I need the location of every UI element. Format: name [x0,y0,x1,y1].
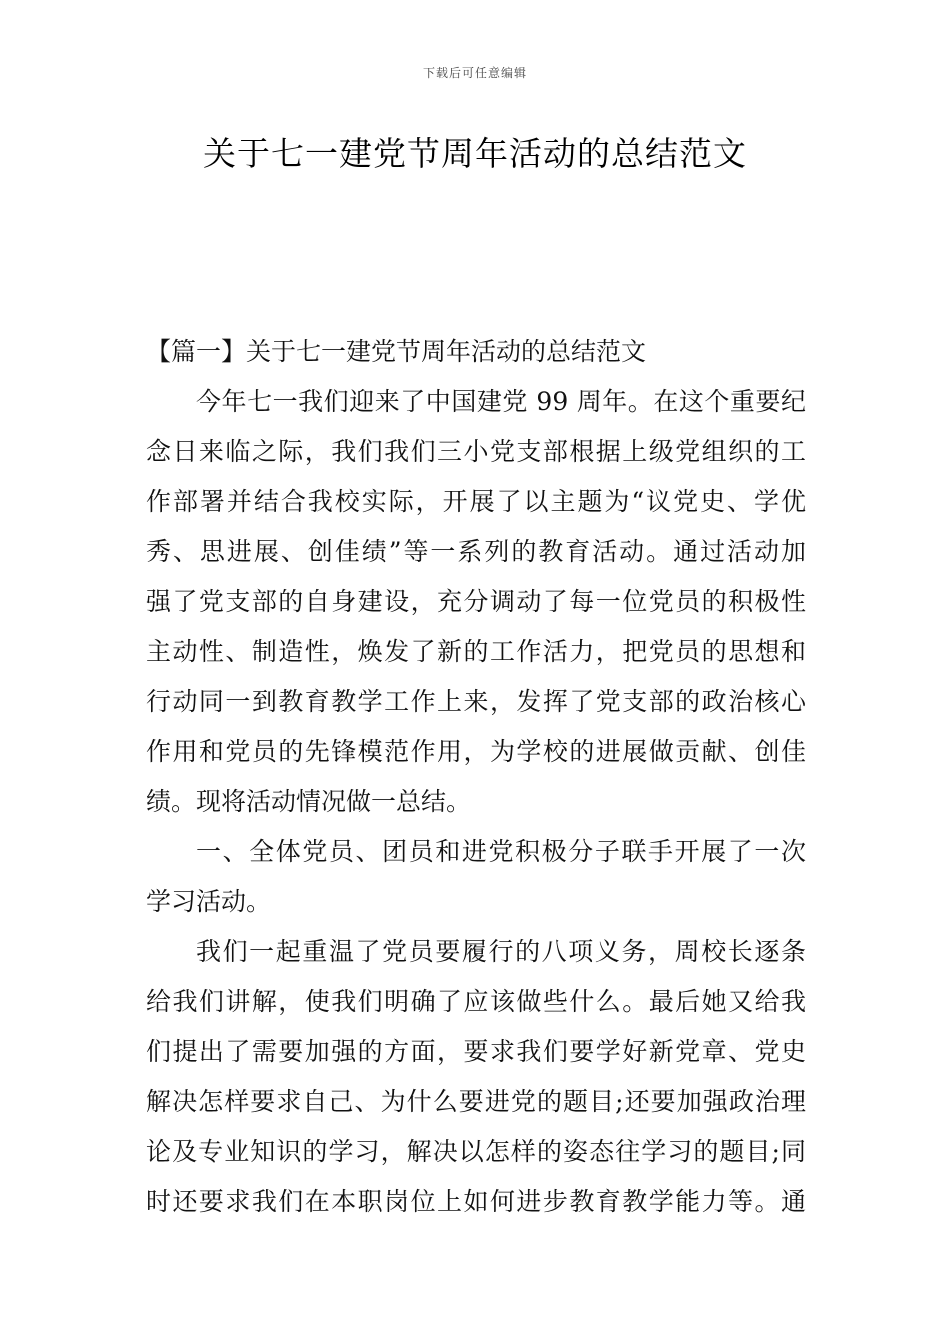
paragraph-line: 作部署并结合我校实际，开展了以主题为“议党史、学优 [146,487,806,516]
paragraph-line: 作用和党员的先锋模范作用，为学校的进展做贡献、创佳 [146,737,806,766]
paragraph-line: 行动同一到教育教学工作上来，发挥了党支部的政治核心 [146,687,806,716]
paragraph-line: 时还要求我们在本职岗位上如何进步教育教学能力等。通 [146,1187,806,1216]
paragraph-line: 们提出了需要加强的方面，要求我们要学好新党章、党史 [146,1037,806,1066]
paragraph-line: 学习活动。 [146,887,272,916]
paragraph-line: 一、全体党员、团员和进党积极分子联手开展了一次 [196,837,806,866]
paragraph-line: 主动性、制造性，焕发了新的工作活力，把党员的思想和 [146,637,806,666]
paragraph-line: 论及专业知识的学习，解决以怎样的姿态往学习的题目;同 [146,1137,806,1166]
paragraph-line: 秀、思进展、创佳绩”等一系列的教育活动。通过活动加 [146,537,806,566]
paragraph-line: 我们一起重温了党员要履行的八项义务，周校长逐条 [196,937,806,966]
paragraph-line: 念日来临之际，我们我们三小党支部根据上级党组织的工 [146,437,806,466]
paragraph-line: 绩。现将活动情况做一总结。 [146,787,472,816]
section-heading: 【篇一】关于七一建党节周年活动的总结范文 [146,337,647,366]
header-note: 下载后可任意编辑 [422,66,527,80]
paragraph-line: 强了党支部的自身建设，充分调动了每一位党员的积极性 [146,587,806,616]
paragraph-line: 给我们讲解，使我们明确了应该做些什么。最后她又给我 [146,987,806,1016]
paragraph-line: 解决怎样要求自己、为什么要进党的题目;还要加强政治理 [146,1087,806,1116]
paragraph-line: 今年七一我们迎来了中国建党 99 周年。在这个重要纪 [196,387,806,416]
document-title: 关于七一建党节周年活动的总结范文 [203,134,747,173]
document-body [146,327,806,1227]
